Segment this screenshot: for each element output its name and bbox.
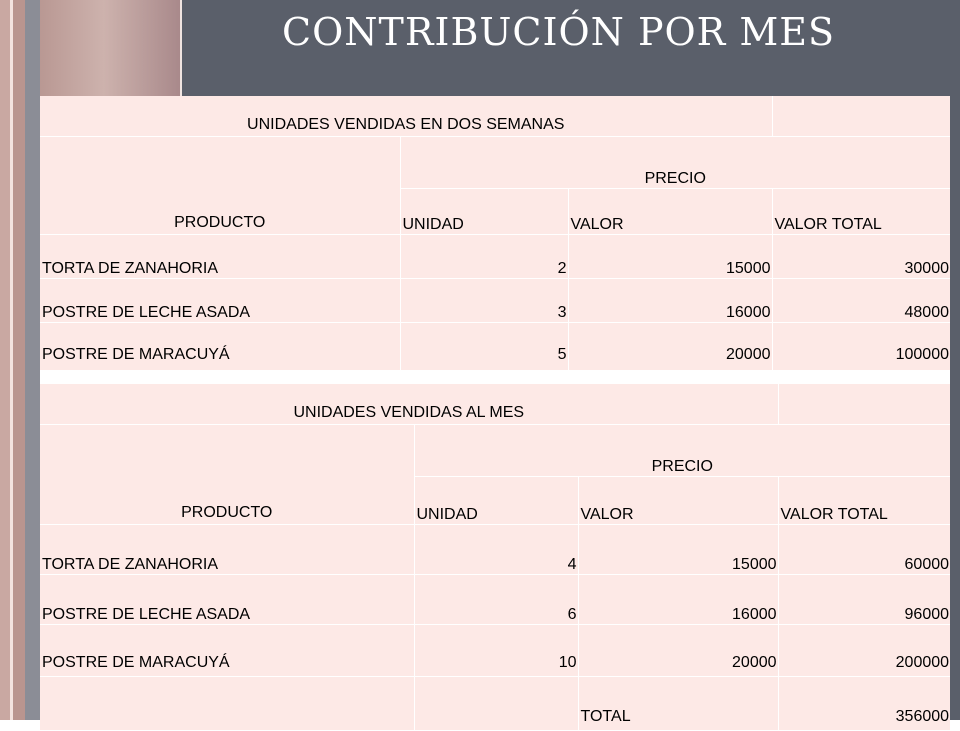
table-cell-empty: [40, 676, 414, 730]
table-row: [40, 278, 950, 322]
cell-value: 15000: [578, 524, 778, 574]
column-header-total: VALOR TOTAL: [778, 476, 950, 524]
cell-product: POSTRE DE MARACUYÁ: [40, 624, 414, 676]
column-header-unit: UNIDAD: [414, 476, 578, 524]
cell-total: 100000: [772, 322, 950, 370]
cell-value: 16000: [578, 574, 778, 624]
column-header-product: PRODUCTO: [40, 424, 414, 524]
decor-stripe: [25, 0, 40, 720]
cell-unit: 6: [414, 574, 578, 624]
table-row: [40, 234, 950, 278]
cell-unit: 2: [400, 234, 568, 278]
table-row: [40, 524, 950, 574]
column-header-value: VALOR: [578, 476, 778, 524]
cell-product: POSTRE DE LECHE ASADA: [40, 278, 400, 322]
column-header-value: VALOR: [568, 188, 772, 234]
table-cell-empty: [414, 676, 578, 730]
table-caption-row: [40, 96, 950, 136]
slide-title: CONTRIBUCIÓN POR MES: [282, 10, 836, 54]
table-header-row: [40, 424, 950, 476]
cell-unit: 10: [414, 624, 578, 676]
table-two-weeks: [40, 96, 950, 371]
cell-total: 200000: [778, 624, 950, 676]
table-row: [40, 574, 950, 624]
table-header-row: [40, 136, 950, 188]
cell-value: 20000: [578, 624, 778, 676]
table-month: [40, 384, 950, 731]
cell-total: 96000: [778, 574, 950, 624]
column-header-unit: UNIDAD: [400, 188, 568, 234]
cell-total: 60000: [778, 524, 950, 574]
cell-value: 15000: [568, 234, 772, 278]
cell-value: 20000: [568, 322, 772, 370]
cell-unit: 5: [400, 322, 568, 370]
table-caption: UNIDADES VENDIDAS EN DOS SEMANAS: [40, 96, 772, 136]
cell-unit: 4: [414, 524, 578, 574]
total-label: TOTAL: [578, 676, 778, 730]
right-edge-band: [950, 0, 960, 720]
column-header-price: PRECIO: [414, 424, 950, 476]
cell-total: 48000: [772, 278, 950, 322]
decor-stripe: [0, 0, 10, 720]
table-row: [40, 624, 950, 676]
table-cell-empty: [778, 384, 950, 424]
cell-product: POSTRE DE MARACUYÁ: [40, 322, 400, 370]
total-value: 356000: [778, 676, 950, 730]
cell-product: TORTA DE ZANAHORIA: [40, 234, 400, 278]
table-caption: UNIDADES VENDIDAS AL MES: [40, 384, 778, 424]
table-separator: [40, 370, 950, 384]
table-caption-row: [40, 384, 950, 424]
cell-total: 30000: [772, 234, 950, 278]
column-header-price: PRECIO: [400, 136, 950, 188]
cell-value: 16000: [568, 278, 772, 322]
table-row: [40, 322, 950, 370]
header-decor-panel: [40, 0, 182, 96]
decor-stripe: [13, 0, 25, 720]
cell-product: POSTRE DE LECHE ASADA: [40, 574, 414, 624]
cell-product: TORTA DE ZANAHORIA: [40, 524, 414, 574]
column-header-product: PRODUCTO: [40, 136, 400, 234]
cell-unit: 3: [400, 278, 568, 322]
column-header-total: VALOR TOTAL: [772, 188, 950, 234]
table-cell-empty: [772, 96, 950, 136]
table-total-row: [40, 676, 950, 730]
